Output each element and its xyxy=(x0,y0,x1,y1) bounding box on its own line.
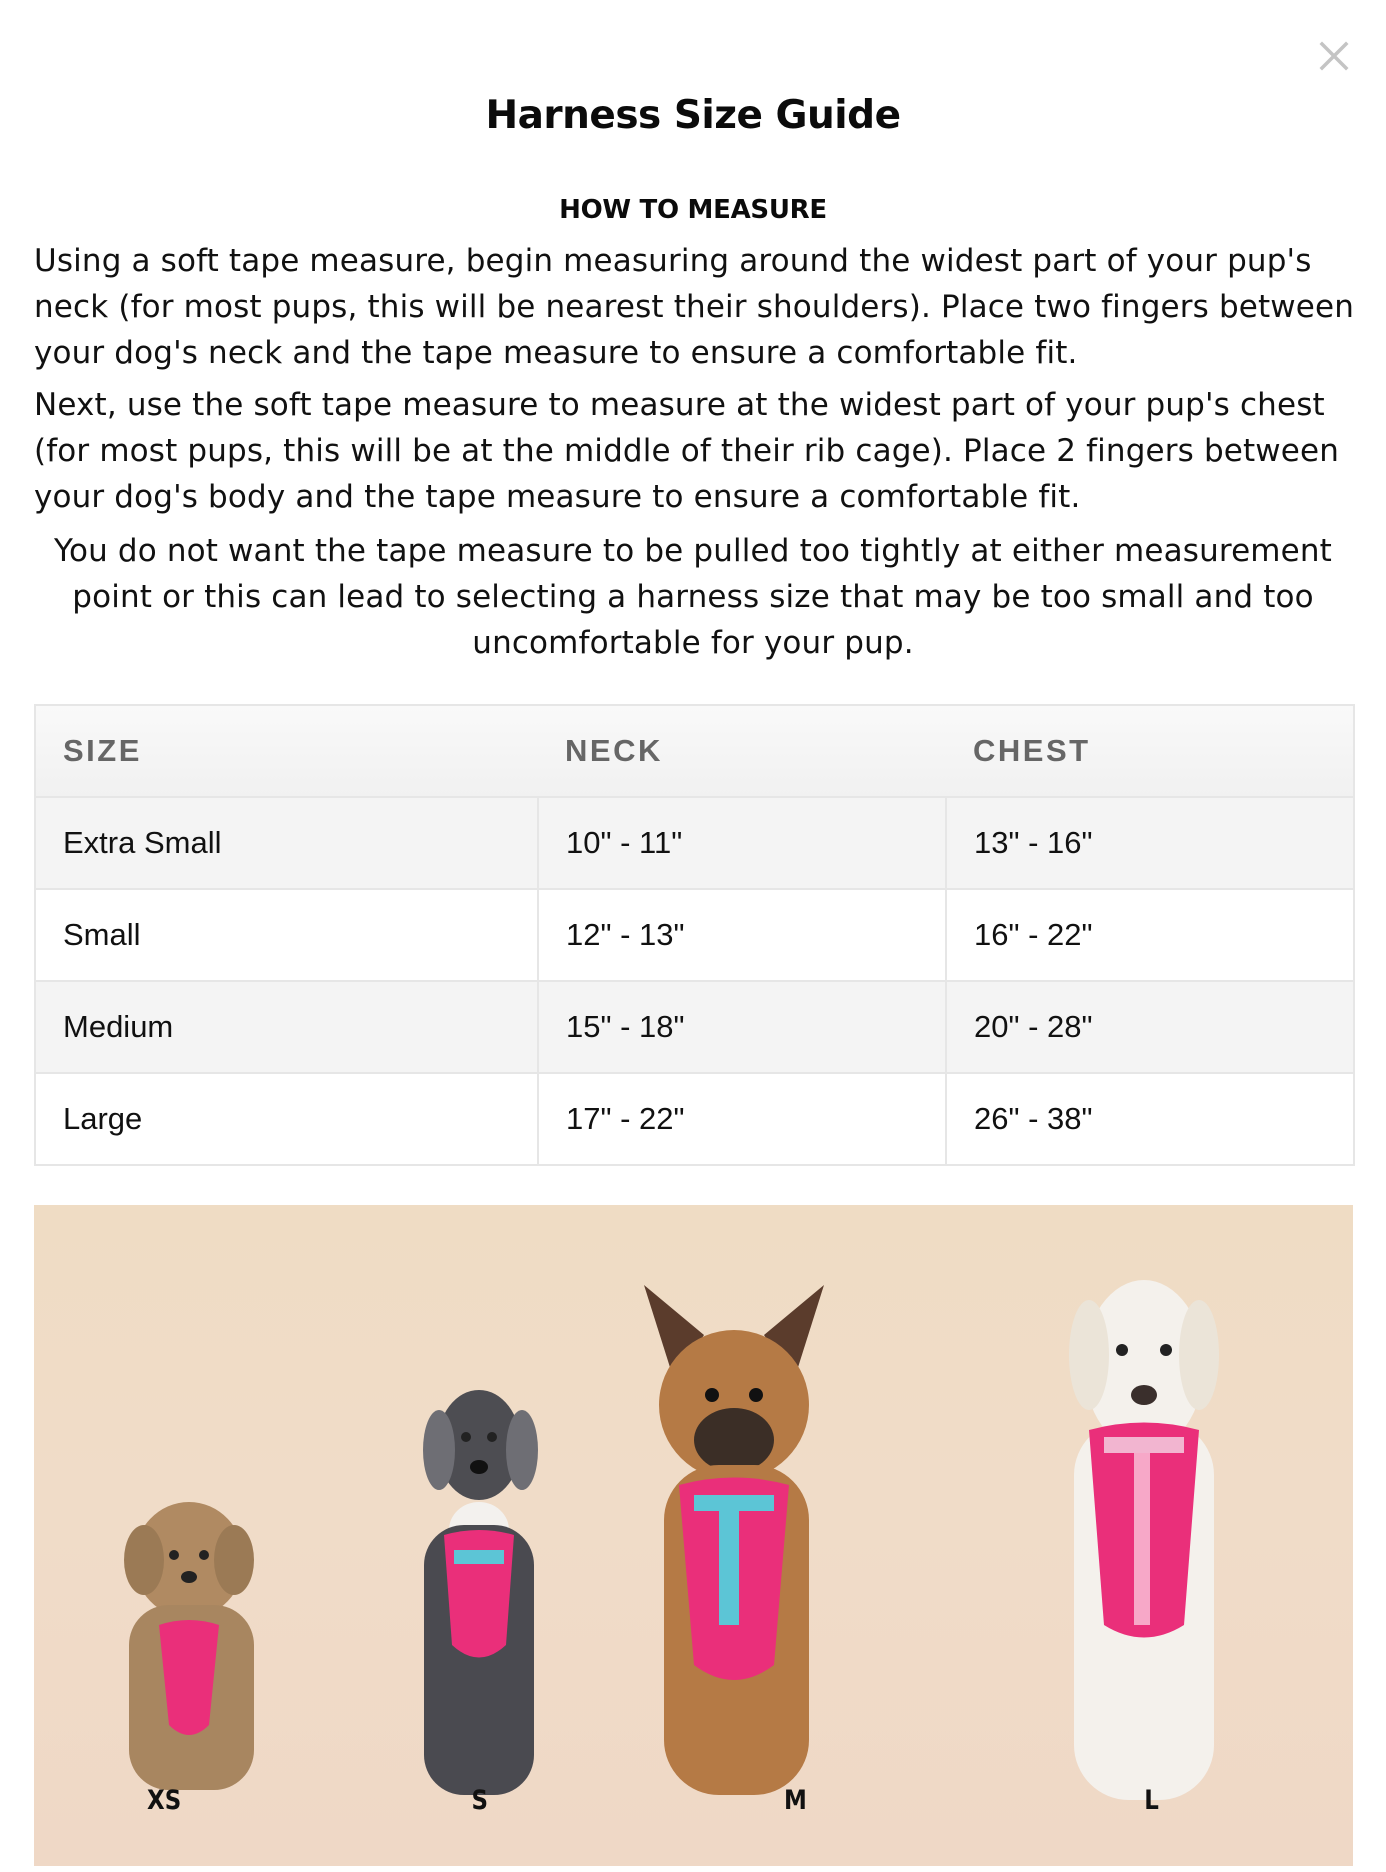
table-row xyxy=(35,889,1354,981)
table-header-row xyxy=(35,705,1354,797)
m-dog-illustration xyxy=(644,1285,824,1795)
size-cell: Large xyxy=(35,1073,538,1165)
size-cell: Medium xyxy=(35,981,538,1073)
dog-size-photo xyxy=(34,1205,1353,1866)
tightness-warning: You do not want the tape measure to be pulled too tightly at either measurement point or this can lead to selecting a harness size that may be too small and too uncomfortable for your pup. xyxy=(54,533,1332,661)
table-row xyxy=(35,981,1354,1073)
size-cell: Small xyxy=(35,889,538,981)
close-icon[interactable] xyxy=(1316,38,1352,74)
modal-title: Harness Size Guide xyxy=(485,93,901,138)
label-m: M xyxy=(784,1785,807,1816)
header-chest: CHEST xyxy=(946,705,1354,797)
neck-cell: 12" - 13" xyxy=(538,889,946,981)
size-cell: Extra Small xyxy=(35,797,538,889)
table-row xyxy=(35,1073,1354,1165)
close-button[interactable] xyxy=(1316,38,1352,74)
neck-instructions: Using a soft tape measure, begin measuring around the widest part of your pup's neck (for most pups, this will be nearest their shoulders). Place two fingers between your dog's neck and the tape measure to ensure a comfortable fit. xyxy=(34,243,1355,371)
neck-cell: 10" - 11" xyxy=(538,797,946,889)
table-row xyxy=(35,797,1354,889)
label-l: L xyxy=(1144,1785,1159,1816)
neck-cell: 15" - 18" xyxy=(538,981,946,1073)
dogs-illustration xyxy=(34,1205,1353,1866)
xs-dog-illustration xyxy=(124,1502,254,1790)
how-to-measure-heading: HOW TO MEASURE xyxy=(559,195,827,225)
neck-cell: 17" - 22" xyxy=(538,1073,946,1165)
chest-cell: 13" - 16" xyxy=(946,797,1354,889)
chest-cell: 16" - 22" xyxy=(946,889,1354,981)
header-size: SIZE xyxy=(35,705,538,797)
l-dog-illustration xyxy=(1069,1280,1219,1800)
label-xs: XS xyxy=(147,1785,182,1816)
header-neck: NECK xyxy=(538,705,946,797)
chest-instructions: Next, use the soft tape measure to measure at the widest part of your pup's chest (for most pups, this will be at the middle of their rib cage). Place 2 fingers between your dog's body and the tape measure to ensure a comfortable fit. xyxy=(34,387,1340,515)
s-dog-illustration xyxy=(423,1390,538,1795)
size-table xyxy=(34,704,1355,1166)
label-s: S xyxy=(471,1785,488,1816)
chest-cell: 26" - 38" xyxy=(946,1073,1354,1165)
chest-cell: 20" - 28" xyxy=(946,981,1354,1073)
